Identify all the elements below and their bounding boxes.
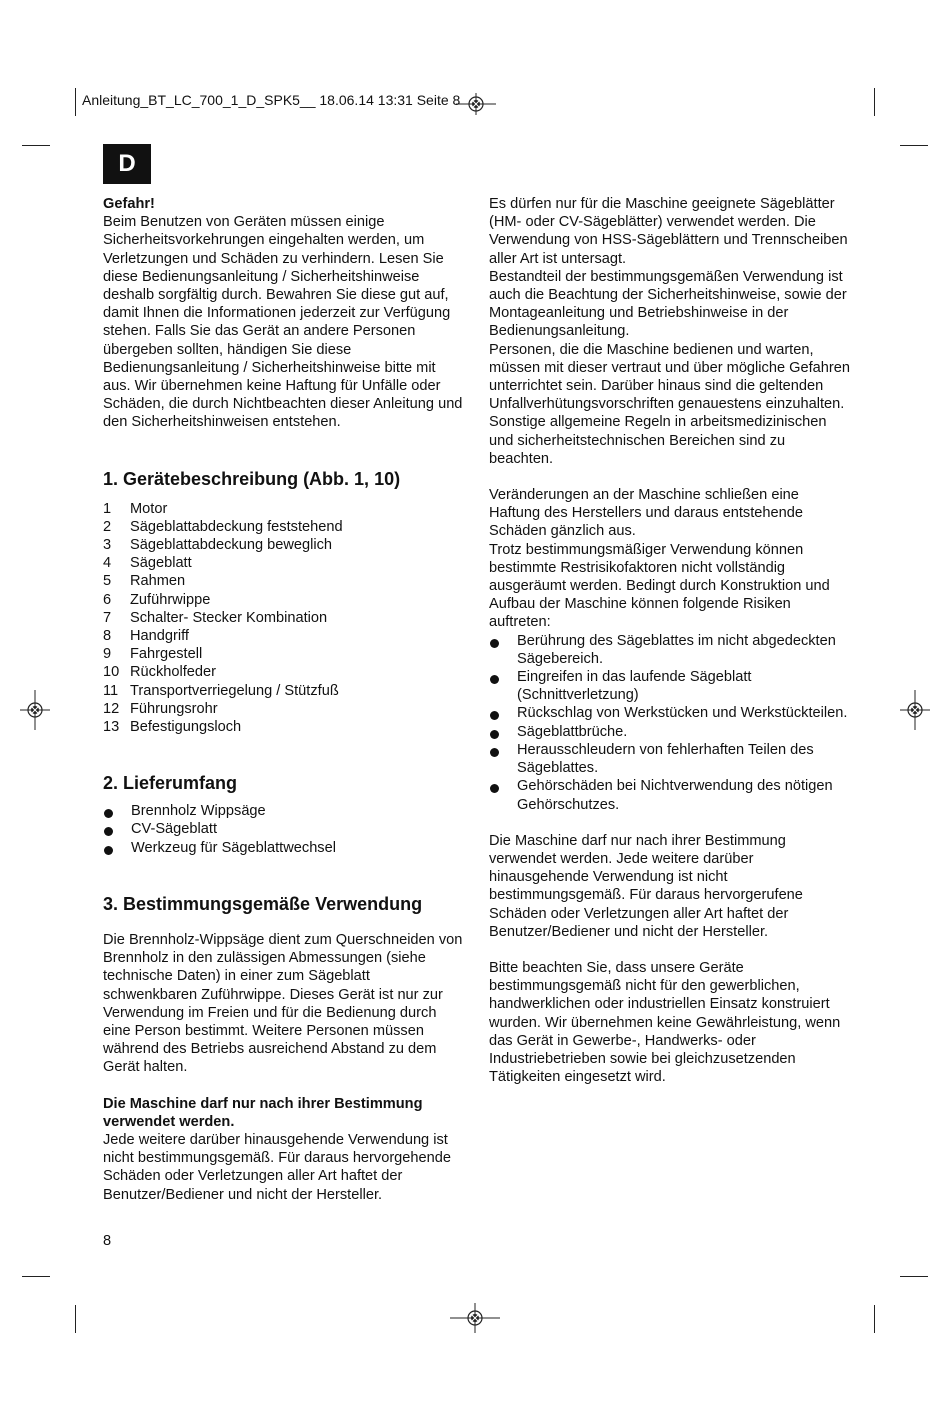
crop-mark — [75, 1305, 76, 1333]
print-slug: Anleitung_BT_LC_700_1_D_SPK5__ 18.06.14 13:31 Seite 8 — [82, 92, 461, 108]
list-item: Herausschleudern von fehlerhaften Teilen des Sägeblattes. — [489, 741, 851, 777]
registration-mark-icon — [456, 93, 496, 115]
list-item: 2 Sägeblattabdeckung feststehend — [103, 518, 343, 535]
list-item: 9 Fahrgestell — [103, 646, 203, 663]
list-item: 3 Sägeblattabdeckung beweglich — [103, 537, 333, 554]
paragraph: Die Maschine darf nur nach ihrer Bestimmung verwendet werden. Jede weitere darüber hinausgehende Verwendung ist nicht bestimmungsgemäß. Für daraus hervorgerufene Schäden oder Verletzungen aller Art haftet der Benutzer/Bediener und nicht der Hersteller. — [489, 832, 803, 940]
page-number: 8 — [103, 1233, 112, 1249]
parts-list — [103, 500, 463, 737]
registration-mark-icon — [900, 690, 930, 730]
paragraph: Bitte beachten Sie, dass unsere Geräte bestimmungsgemäß nicht für den gewerblichen, handwerklichen oder industriellen Einsatz konstruiert wurden. Wir übernehmen keine Gewährleistung, wenn das Gerät in Gewerbe-, Handwerks- oder Industriebetrieben sowie bei gleichzusetzenden Tätigkeiten eingesetzt wird. — [489, 959, 841, 1086]
paragraph: Trotz bestimmungsmäßiger Verwendung können bestimmte Restrisikofaktoren nicht vollständig ausgeräumt werden. Bedingt durch Konstruktion und Aufbau der Maschine können folgende Risiken auftreten: — [489, 541, 830, 631]
list-item: 6 Zuführwippe — [103, 591, 211, 608]
section-heading-description: 1. Gerätebeschreibung (Abb. 1, 10) — [103, 468, 401, 489]
list-item: Sägeblattbrüche. — [489, 723, 851, 741]
list-item: 12 Führungsrohr — [103, 700, 218, 717]
crop-mark — [22, 145, 50, 146]
list-item: 13 Befestigungsloch — [103, 719, 242, 736]
crop-mark — [22, 1276, 50, 1277]
list-item: Gehörschäden bei Nichtverwendung des nötigen Gehörschutzes. — [489, 777, 851, 813]
intended-use-text: Die Brennholz-Wippsäge dient zum Querschneiden von Brennholz in den zulässigen Abmessungen (siehe technische Daten) in einer zum Sägeblatt schwenkbaren Zuführwippe. Dieses Gerät ist nur zur Verwendung im Freien und für die Bedienung durch eine Person bestimmt. Weitere Personen müssen während des Betriebs ausreichend Abstand zu dem Gerät halten. — [103, 931, 463, 1076]
list-item: CV-Sägeblatt — [103, 820, 463, 838]
danger-heading: Gefahr! — [103, 196, 155, 212]
list-item: Rückschlag von Werkstücken und Werkstückteilen. — [489, 704, 851, 722]
scope-list — [103, 802, 463, 857]
registration-mark-icon — [450, 1303, 500, 1333]
language-badge: D — [103, 144, 151, 184]
paragraph: Bestandteil der bestimmungsgemäßen Verwendung ist auch die Beachtung der Sicherheitshinweise, sowie der Montageanleitung und Betriebshinweise in der Bedienungsanleitung. — [489, 268, 847, 340]
list-item: Werkzeug für Sägeblattwechsel — [103, 839, 463, 857]
list-item: 8 Handgriff — [103, 628, 189, 645]
list-item: Brennholz Wippsäge — [103, 802, 463, 820]
crop-mark — [75, 88, 76, 116]
section-heading-intended-use: 3. Bestimmungsgemäße Verwendung — [103, 893, 423, 914]
intended-use-text-2: Jede weitere darüber hinausgehende Verwendung ist nicht bestimmungsgemäß. Für daraus hervorgehende Schäden oder Verletzungen aller Art haftet der Benutzer/Bediener und nicht der Hersteller. — [103, 1131, 451, 1203]
list-item: 5 Rahmen — [103, 573, 186, 590]
list-item: 1 Motor — [103, 500, 168, 517]
crop-mark — [900, 1276, 928, 1277]
list-item: Eingreifen in das laufende Sägeblatt (Schnittverletzung) — [489, 668, 851, 704]
list-item: 7 Schalter- Stecker Kombination — [103, 609, 328, 626]
registration-mark-icon — [20, 690, 50, 730]
crop-mark — [874, 88, 875, 116]
list-item: 11 Transportverriegelung / Stützfuß — [103, 682, 339, 699]
paragraph: Personen, die die Maschine bedienen und warten, müssen mit dieser vertraut und über mögliche Gefahren unterrichtet sein. Darüber hinaus sind die geltenden Unfallverhütungsvorschriften genauestens einzuhalten. Sonstige allgemeine Regeln in arbeitsmedizinischen und sicherheitstechnischen Bereichen sind zu beachten. — [489, 341, 850, 467]
list-item: 10 Rückholfeder — [103, 664, 216, 681]
paragraph: Veränderungen an der Maschine schließen eine Haftung des Herstellers und daraus entstehende Schäden gänzlich aus. — [489, 487, 803, 540]
crop-mark — [900, 145, 928, 146]
intended-use-bold: Die Maschine darf nur nach ihrer Bestimmung verwendet werden. — [103, 1095, 423, 1130]
danger-text: Beim Benutzen von Geräten müssen einige Sicherheitsvorkehrungen eingehalten werden, um Verletzungen und Schäden zu verhindern. Lesen Sie diese Bedienungsanleitung / Sicherheitshinweise deshalb sorgfältig durch. Bewahren Sie diese gut auf, damit Ihnen die Informationen jederzeit zur Verfügung stehen. Falls Sie das Gerät an andere Personen übergeben sollten, händigen Sie diese Bedienungsanleitung / Sicherheitshinweise bitte mit aus. Wir übernehmen keine Haftung für Unfälle oder Schäden, die durch Nichtbeachten dieser Anleitung und den Sicherheitshinweisen entstehen. — [103, 214, 463, 431]
crop-mark — [874, 1305, 875, 1333]
list-item: 4 Sägeblatt — [103, 555, 192, 572]
left-column — [103, 195, 463, 1204]
risk-list — [489, 632, 851, 814]
list-item: Berührung des Sägeblattes im nicht abgedeckten Sägebereich. — [489, 632, 851, 668]
right-column — [489, 195, 851, 1086]
section-heading-scope: 2. Lieferumfang — [103, 773, 238, 794]
paragraph: Es dürfen nur für die Maschine geeignete Sägeblätter (HM- oder CV-Sägeblätter) verwendet werden. Die Verwendung von HSS-Sägeblättern und Trennscheiben aller Art ist untersagt. — [489, 196, 848, 267]
